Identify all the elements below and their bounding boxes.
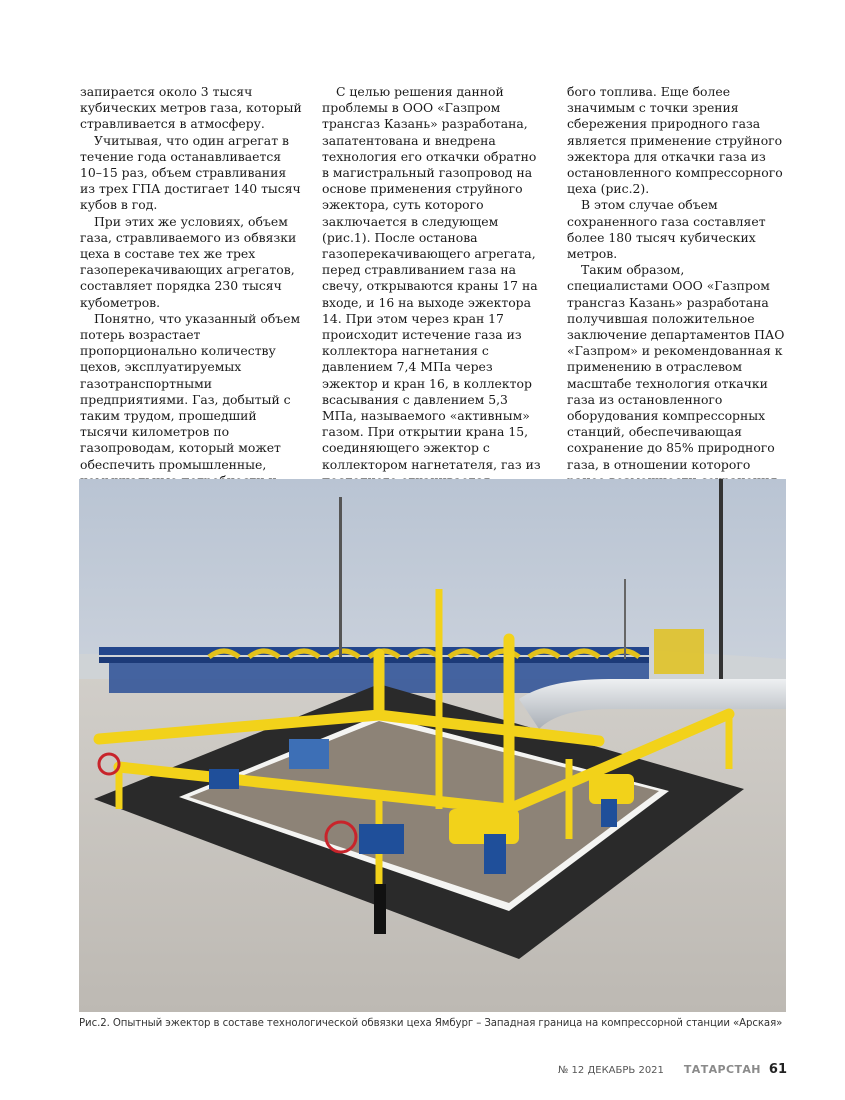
figure-caption: Рис.2. Опытный эжектор в составе технологической обвязки цеха Ямбург – Западная граница на компрессорной станции «Арская» [79, 1018, 783, 1029]
figure-photo [79, 479, 786, 1012]
paragraph: С целью решения данной проблемы в ООО «Газпром трансгаз Казань» разработана, запатентована и внедрена технология его откачки обратно в магистральный газопровод на основе применения струйного эжектора, суть которого заключается в следующем (рис.1). После останова газоперекачивающего агрегата, перед стравливанием газа на свечу, открываются краны 17 на входе, и 16 на выходе эжектора 14. При этом через кран 17 происходит истечение газа из коллектора нагнетания с давлением 7,4 МПа через эжектор и кран 16, в коллектор всасывания с давлением 5,3 МПа, называемого «активным» газом. При открытии крана 15, соединяющего эжектор с коллектором нагнетателя, газ из [322, 84, 541, 472]
ejector-site-illustration [79, 479, 786, 1012]
page-footer [558, 1062, 787, 1077]
magazine-name: ТАТАРСТАН [683, 1063, 761, 1076]
paragraph: Учитывая, что один агрегат в течение года останавливается 10–15 раз, объем стравливания из трех ГПА достигает 140 тысяч кубов в год. [80, 132, 301, 213]
paragraph-text: Таким образом, специалистами ООО «Газпром трансгаз Казань» разработана получившая положительное заключение департаментов ПАО «Газпром» и рекомендованная к применению в отраслевом масштабе технология откачки газа из остановленного оборудования компрессорных станций, обеспечивающая сохранение до 85% природного газа, в отношении которого [567, 262, 785, 472]
paragraph: бого топлива. Еще более значимым с точки зрения сбережения природного газа является применение струйного эжектора для откачки газа из остановленного компрессорного цеха (рис.2). [567, 84, 783, 197]
issue-label: № 12 ДЕКАБРЬ 2021 [557, 1065, 664, 1076]
text-column-1 [80, 84, 302, 538]
page-number: 61 [768, 1062, 787, 1077]
paragraph: В этом случае объем сохраненного газа составляет более 180 тысяч кубических метров. [567, 197, 766, 262]
paragraph: запирается около 3 тысяч кубических метров газа, который стравливается в атмосферу. [80, 84, 302, 132]
paragraph: Понятно, что указанный объем потерь возрастает пропорционально количеству цехов, эксплуатируемых газотранспортными предприятиями. Газ, добытый с таким трудом, прошедший тысячи километров по газопроводам, который может обеспечить промышленные, [80, 310, 301, 472]
paragraph: При этих же условиях, объем газа, стравливаемого из обвязки цеха в составе тех же трех газоперекачивающих агрегатов, составляет порядка 230 тысяч кубометров. [80, 213, 297, 310]
